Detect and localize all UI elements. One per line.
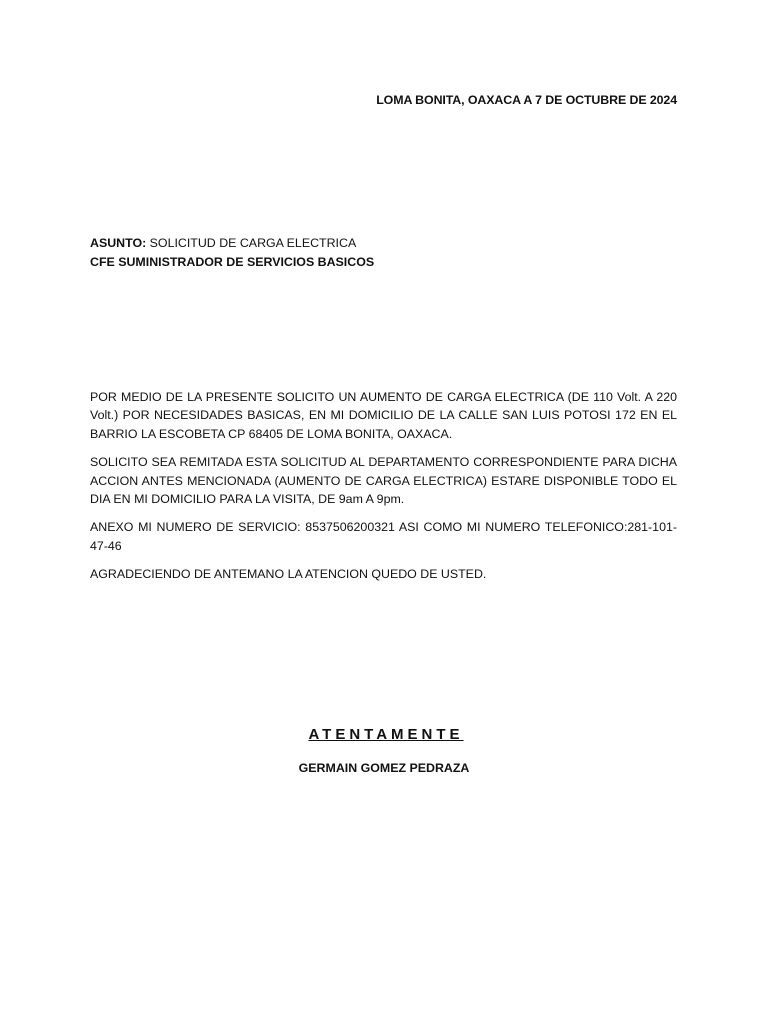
- recipient: CFE SUMINISTRADOR DE SERVICIOS BASICOS: [90, 255, 375, 269]
- subject-text: SOLICITUD DE CARGA ELECTRICA: [146, 236, 357, 250]
- signer-name: GERMAIN GOMEZ PEDRAZA: [298, 761, 470, 775]
- subject-label: ASUNTO:: [90, 236, 147, 250]
- closing-title: ATENTAMENTE: [308, 726, 464, 743]
- place-date: LOMA BONITA, OAXACA A 7 DE OCTUBRE DE 2024: [376, 93, 677, 107]
- paragraph-contact: ANEXO MI NUMERO DE SERVICIO: 8537506200321 ASI COMO MI NUMERO TELEFONICO:281-101-47-46: [90, 520, 677, 553]
- letter-body: [90, 388, 677, 594]
- paragraph-availability: SOLICITO SEA REMITADA ESTA SOLICITUD AL DEPARTAMENTO CORRESPONDIENTE PARA DICHA ACCION ANTES MENCIONADA (AUMENTO DE CARGA ELECTRICA) ESTARE DISPONIBLE TODO EL DIA EN MI DOMICILIO PARA LA VISITA, DE 9am A 9pm.: [90, 455, 677, 507]
- paragraph-request: POR MEDIO DE LA PRESENTE SOLICITO UN AUMENTO DE CARGA ELECTRICA (DE 110 Volt. A 220 Volt.) POR NECESIDADES BASICAS, EN MI DOMICILIO DE LA CALLE SAN LUIS POTOSI 172 EN EL BARRIO LA ESCOBETA CP 68405 DE LOMA BONITA, OAXACA.: [90, 390, 677, 441]
- closing-block: [0, 726, 768, 743]
- subject-line: [90, 236, 356, 250]
- paragraph-thanks: AGRADECIENDO DE ANTEMANO LA ATENCION QUEDO DE USTED.: [90, 567, 487, 582]
